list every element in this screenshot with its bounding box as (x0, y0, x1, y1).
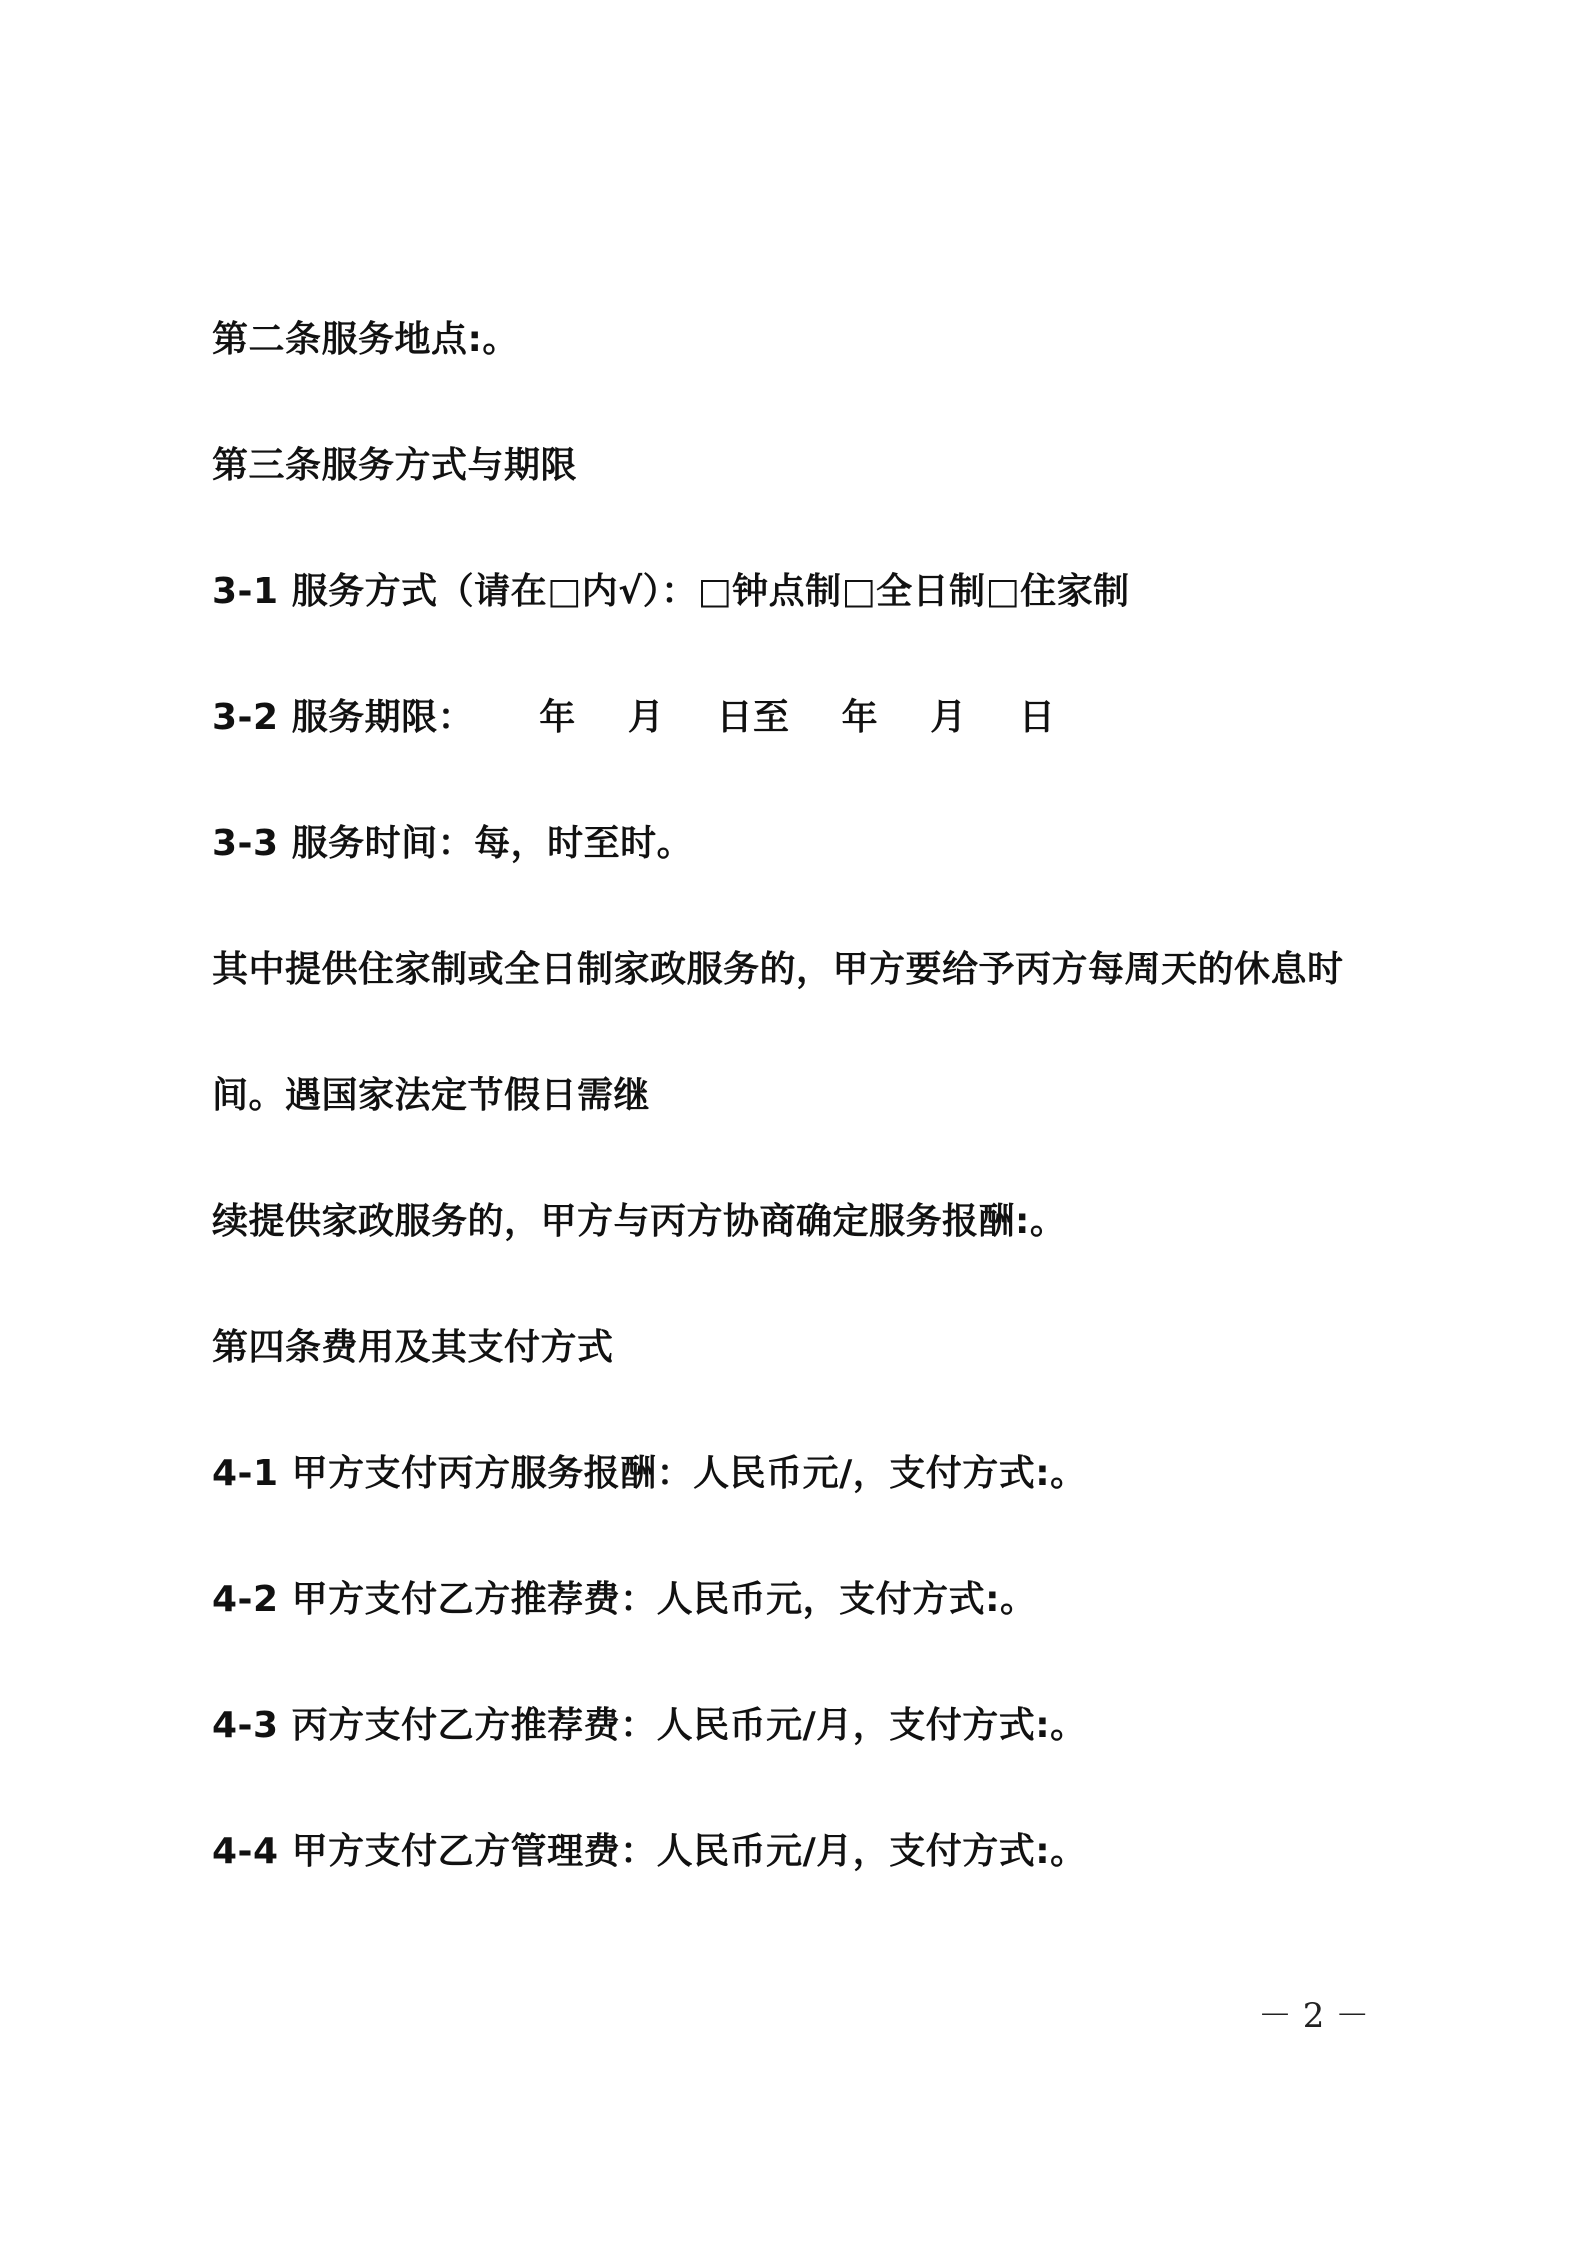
clause-3-heading: 第三条服务方式与期限 (212, 445, 578, 486)
clause-3-2-service-period: 3-2 服务期限： 年 月 日至 年 月 日 (212, 697, 1056, 738)
clause-4-2-referral-fee-a: 4-2 甲方支付乙方推荐费：人民币元，支付方式:。 (212, 1579, 1037, 1620)
clause-4-3-referral-fee-c: 4-3 丙方支付乙方推荐费：人民币元/月，支付方式:。 (212, 1705, 1087, 1746)
clause-4-4-management-fee: 4-4 甲方支付乙方管理费：人民币元/月，支付方式:。 (212, 1831, 1087, 1872)
clause-3-3-service-time: 3-3 服务时间：每，时至时。 (212, 823, 694, 864)
clause-4-1-service-fee: 4-1 甲方支付丙方服务报酬：人民币元/，支付方式:。 (212, 1453, 1087, 1494)
rest-time-paragraph-line-2: 间。遇国家法定节假日需继 (212, 1075, 651, 1116)
page-number: － 2 － (1258, 1996, 1370, 2036)
rest-time-paragraph-line-1: 其中提供住家制或全日制家政服务的，甲方要给予丙方每周天的休息时 (212, 949, 1344, 990)
clause-2-service-location: 第二条服务地点:。 (212, 319, 519, 360)
clause-4-heading: 第四条费用及其支付方式 (212, 1327, 614, 1368)
clause-3-1-service-mode: 3-1 服务方式（请在□内√）：□钟点制□全日制□住家制 (212, 571, 1130, 612)
rest-time-paragraph-line-3: 续提供家政服务的，甲方与丙方协商确定服务报酬:。 (212, 1201, 1067, 1242)
